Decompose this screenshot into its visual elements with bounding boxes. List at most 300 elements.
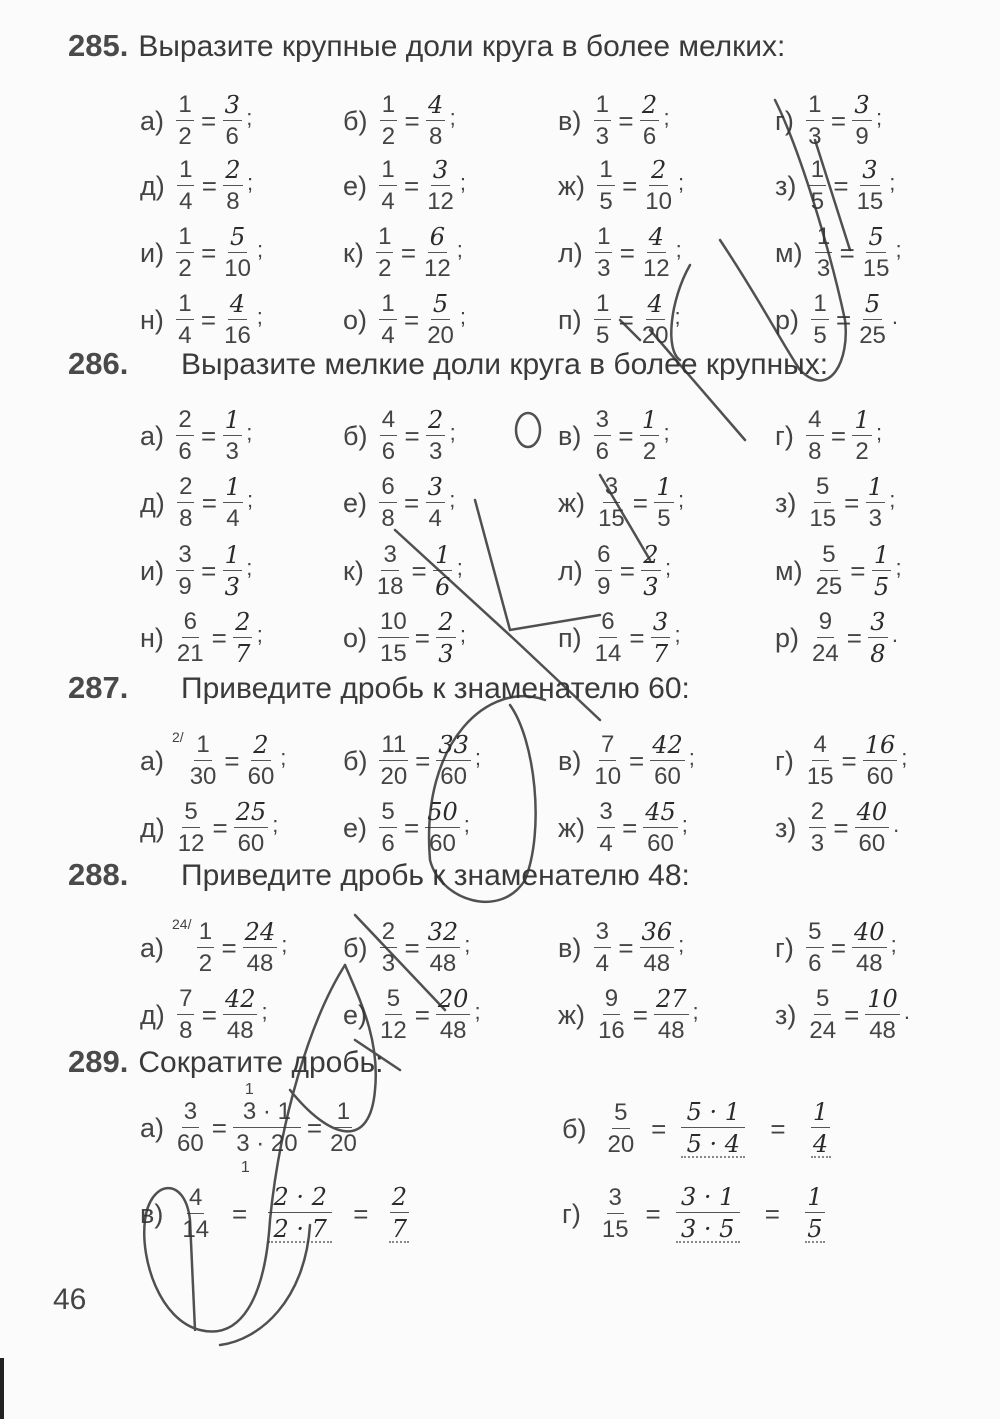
exercise-287-item [343,733,481,789]
answer-fraction: $\frac{24}{48}$ [244,918,276,977]
item-label: г) [562,1198,581,1229]
equals-sign: = [836,304,852,335]
punctuation: ; [256,304,263,329]
exercise-289-a: а) $\frac{3}{60}$ = 1 3 · 1 3 · 20 1 = $\frac{1}{20}$ [140,1081,357,1176]
equals-sign: = [414,999,430,1030]
punctuation: ; [889,487,896,512]
punctuation: ; [261,999,268,1024]
item-label: б) [343,745,368,776]
item-label: д) [140,170,165,201]
equals-sign: = [844,487,860,518]
given-fraction: $\frac{5}{6}$ [808,918,822,977]
given-fraction: $\frac{1}{5}$ [813,290,827,349]
item-label: б) [343,932,368,963]
punctuation: ; [681,812,688,837]
equals-sign: = [839,237,855,268]
item-label: н) [140,304,164,335]
task-title: Выразите мелкие доли круга в более крупных: [181,348,829,381]
item-label: г) [775,745,794,776]
punctuation: ; [889,170,896,195]
answer-fraction: $\frac{27}{48}$ [655,985,687,1044]
punctuation: ; [256,622,263,647]
exercise-285-item [343,158,466,214]
punctuation: ; [459,622,467,647]
task-number: 287. [68,670,129,705]
item-label: л) [558,555,583,586]
punctuation: ; [895,555,902,580]
punctuation: ; [890,932,897,957]
given-fraction: $\frac{3}{9}$ [178,541,192,600]
given-fraction: $\frac{2}{8}$ [179,473,193,532]
given-fraction: $\frac{1}{3}$ [808,91,822,150]
given-fraction: $\frac{1}{30}$ [189,731,217,790]
item-label: з) [775,999,797,1030]
exercise-288-item [140,916,288,977]
answer-factored-fraction: $\frac{2 \cdot 2}{2 \cdot 7}$ [268,1185,332,1243]
answer-fraction: $\frac{1}{5}$ [873,541,890,601]
answer-fraction: $\frac{33}{60}$ [438,731,469,790]
item-label: а) [140,932,165,963]
exercise-287-item [140,800,278,856]
given-fraction: $\frac{6}{8}$ [381,473,395,532]
item-label: к) [343,237,364,268]
exercise-285-item [343,93,456,149]
punctuation: ; [876,105,883,130]
task-285-heading [68,28,785,64]
punctuation: . [903,999,910,1024]
task-286-heading [68,346,828,382]
task-title: Приведите дробь к знаменателю 60: [181,672,690,705]
answer-fraction: $\frac{50}{60}$ [427,798,458,857]
answer-fraction: $\frac{2}{7}$ [235,608,251,668]
answer-fraction: $\frac{3}{7}$ [652,608,669,668]
exercise-288-item [775,920,897,976]
exercise-288-item [558,987,699,1043]
item-label: ж) [558,170,586,201]
equals-sign: = [629,622,645,653]
exercise-287-item [775,800,899,856]
item-label: п) [558,304,582,335]
answer-fraction: $\frac{40}{48}$ [854,918,885,977]
item-label: ж) [558,812,586,843]
answer-fraction: $\frac{2}{10}$ [645,156,672,215]
exercise-285-item [343,225,463,281]
equals-sign: = [201,170,217,201]
item-label: е) [343,812,368,843]
exercise-285-item [343,292,466,348]
punctuation: ; [675,237,682,262]
given-fraction: $\frac{3}{18}$ [376,541,404,600]
equals-sign: = [201,237,217,268]
given-fraction: $\frac{5}{24}$ [809,985,837,1044]
exercise-286-item [775,610,898,666]
task-number: 289. [68,1044,129,1079]
equals-sign: = [221,932,237,963]
answer-fraction: $\frac{45}{60}$ [645,798,676,857]
equals-sign: = [622,812,638,843]
item-label: в) [558,932,582,963]
answer-fraction: $\frac{3}{8}$ [870,608,886,668]
exercise-289-b: б) $\frac{5}{20}$ = $\frac{5 \cdot 1}{5 \cdot 4}$ = $\frac{1}{4}$ [562,1100,834,1158]
given-fraction: $\frac{7}{8}$ [179,985,193,1044]
task-number: 286. [68,346,129,381]
equals-sign: = [618,420,634,451]
answer-factored-fraction: $\frac{5 \cdot 1}{5 \cdot 4}$ [681,1100,745,1158]
given-fraction: $\frac{3}{4}$ [599,798,613,857]
item-label: е) [343,999,368,1030]
answer-fraction: $\frac{36}{48}$ [641,918,673,977]
item-label: ж) [558,487,586,518]
item-label: а) [140,105,165,136]
given-fraction: $\frac{1}{4}$ [381,290,395,349]
punctuation: ; [876,420,883,445]
exercise-285-item [775,93,882,149]
item-label: р) [775,622,800,653]
given-fraction: $\frac{3}{4}$ [595,918,610,977]
exercise-286-item [558,610,681,666]
answer-fraction: $\frac{42}{48}$ [224,985,256,1044]
given-fraction: $\frac{3}{6}$ [595,406,610,465]
exercise-285-item [558,292,681,348]
punctuation: ; [663,105,670,130]
exercise-287-item [558,733,695,789]
task-title: Сократите дробь: [138,1046,384,1079]
punctuation: ; [677,170,685,195]
equals-sign: = [404,812,420,843]
fraction: $\frac{1}{20}$ [330,1098,357,1157]
factored-fraction: 1 3 · 1 3 · 20 1 [233,1100,301,1156]
equals-sign: = [200,304,217,335]
answer-fraction: $\frac{6}{12}$ [424,223,451,282]
item-label: н) [140,622,164,653]
punctuation: ; [459,304,467,329]
equals-sign: = [201,420,217,451]
punctuation: . [893,812,900,837]
equals-sign: = [846,622,862,653]
exercise-286-item [558,543,671,599]
exercise-286-item [343,475,455,531]
fraction: $\frac{3}{15}$ [601,1184,629,1243]
exercise-287-item [343,800,470,856]
exercise-286-item [140,610,263,666]
item-label: е) [343,170,368,201]
equals-sign: = [201,555,217,586]
answer-fraction: $\frac{2}{60}$ [247,731,275,790]
exercise-289-g: г) $\frac{3}{15}$ = $\frac{3 \cdot 1}{3 \cdot 5}$ = $\frac{1}{5}$ [562,1185,828,1243]
punctuation: ; [474,745,482,770]
task-title: Приведите дробь к знаменателю 48: [181,859,690,892]
answer-fraction: $\frac{1}{2}$ [641,406,658,465]
equals-sign: = [618,105,634,136]
answer-fraction: $\frac{4}{20}$ [641,290,669,349]
answer-fraction: $\frac{1}{6}$ [435,541,451,601]
equals-sign: = [833,170,849,201]
item-label: в) [140,1198,164,1229]
answer-fraction: $\frac{1}{5}$ [805,1185,825,1243]
fraction: $\frac{3}{60}$ [177,1098,204,1157]
answer-fraction: $\frac{5}{15}$ [862,223,890,282]
equals-sign: = [414,622,430,653]
exercise-286-item [775,543,902,599]
answer-fraction: $\frac{3}{9}$ [854,91,870,150]
given-fraction: $\frac{7}{10}$ [594,731,622,790]
equals-sign: = [619,555,635,586]
item-label: м) [775,555,803,586]
given-fraction: $\frac{1}{3}$ [816,223,831,282]
punctuation: ; [246,420,253,445]
punctuation: ; [246,555,253,580]
given-fraction: $\frac{2}{3}$ [810,798,825,857]
answer-fraction: $\frac{42}{60}$ [652,731,683,790]
punctuation: ; [674,304,681,329]
cancel-mark: 1 [240,1159,250,1176]
equals-sign: = [404,420,420,451]
given-fraction: $\frac{1}{2}$ [178,91,192,150]
answer-fraction: $\frac{2}{3}$ [428,406,444,465]
answer-fraction: $\frac{3}{6}$ [224,91,240,150]
item-label: д) [140,999,165,1030]
item-label: и) [140,555,165,586]
exercise-288-item [558,920,684,976]
exercise-286-item [140,408,252,464]
given-fraction: $\frac{1}{4}$ [381,156,395,215]
equals-sign: = [201,999,217,1030]
answer-fraction: $\frac{3}{15}$ [856,156,884,215]
given-fraction: $\frac{1}{3}$ [597,223,611,282]
punctuation: ; [901,745,908,770]
exercise-288-item [343,987,481,1043]
punctuation: ; [688,745,695,770]
equals-sign: = [411,555,427,586]
punctuation: ; [678,932,685,957]
punctuation: ; [464,932,471,957]
punctuation: ; [663,420,670,445]
punctuation: ; [256,237,264,262]
given-fraction: $\frac{5}{12}$ [380,985,407,1044]
punctuation: ; [456,555,463,580]
equals-sign: = [224,745,240,776]
punctuation: ; [677,487,685,512]
equals-sign: = [830,105,847,136]
given-fraction: $\frac{1}{5}$ [810,156,825,215]
given-fraction: $\frac{1}{4}$ [178,290,192,349]
equals-sign: = [830,420,847,451]
item-label: г) [775,420,794,451]
item-label: и) [140,237,165,268]
punctuation: ; [674,622,681,647]
exercise-285-item [140,292,263,348]
answer-fraction: $\frac{5}{25}$ [859,290,886,349]
answer-fraction: $\frac{1}{4}$ [811,1100,831,1158]
answer-fraction: $\frac{25}{60}$ [235,798,267,857]
task-number: 285. [68,28,129,63]
punctuation: ; [281,932,288,957]
answer-fraction: $\frac{16}{60}$ [864,731,896,790]
punctuation: ; [272,812,279,837]
given-fraction: $\frac{4}{15}$ [806,731,834,790]
answer-fraction: $\frac{1}{5}$ [656,473,672,532]
given-fraction: $\frac{1}{2}$ [378,223,392,282]
exercise-287-item [775,733,907,789]
task-287-heading [68,670,690,706]
equals-sign: = [622,170,638,201]
task-number: 288. [68,857,129,892]
exercise-285-item [558,225,682,281]
punctuation: ; [463,812,470,837]
answer-fraction: $\frac{1}{3}$ [224,541,240,601]
equals-sign: = [211,622,227,653]
item-label: б) [343,105,368,136]
given-fraction: $\frac{1}{3}$ [595,91,610,150]
given-fraction: $\frac{1}{2}$ [198,918,213,977]
item-label: е) [343,487,368,518]
answer-fraction: $\frac{4}{12}$ [642,223,670,282]
equals-sign: = [212,812,228,843]
given-fraction: $\frac{9}{16}$ [598,985,625,1044]
helper-multiplier: 24/ [172,916,192,932]
equals-sign: = [833,812,849,843]
exercise-286-item [343,543,463,599]
equals-sign: = [632,999,648,1030]
punctuation: ; [246,105,253,130]
punctuation: ; [692,999,699,1024]
given-fraction: $\frac{1}{5}$ [599,156,613,215]
equals-sign: = [404,170,420,201]
task-288-heading [68,857,690,893]
task-289-heading [68,1044,383,1080]
given-fraction: $\frac{1}{5}$ [595,290,610,349]
punctuation: ; [456,237,463,262]
item-label: а) [140,745,165,776]
given-fraction: $\frac{5}{15}$ [809,473,837,532]
equals-sign: = [201,487,217,518]
exercise-286-item [775,475,895,531]
fraction: $\frac{5}{20}$ [607,1099,635,1158]
exercise-285-item [558,93,670,149]
answer-fraction: $\frac{32}{48}$ [427,918,459,977]
exercise-286-item [343,610,466,666]
item-label: з) [775,487,797,518]
item-label: к) [343,555,364,586]
punctuation: ; [246,487,254,512]
item-label: г) [775,105,794,136]
cancel-mark: 1 [244,1081,254,1098]
fraction: $\frac{4}{14}$ [182,1184,210,1243]
punctuation: ; [449,487,456,512]
answer-fraction: $\frac{3}{4}$ [427,473,443,532]
given-fraction: $\frac{5}{6}$ [381,798,395,857]
answer-fraction: $\frac{20}{48}$ [437,985,469,1044]
given-fraction: $\frac{4}{8}$ [808,406,822,465]
equals-sign: = [618,932,634,963]
exercise-288-item [343,920,470,976]
exercise-288-item [140,987,268,1043]
equals-sign: = [201,105,217,136]
answer-fraction: $\frac{5}{10}$ [224,223,251,282]
answer-fraction: $\frac{3}{12}$ [427,156,454,215]
item-label: ж) [558,999,586,1030]
equals-sign: = [415,745,431,776]
equals-sign: = [844,999,860,1030]
exercise-286-item [140,543,252,599]
punctuation: ; [474,999,481,1024]
punctuation: ; [459,170,467,195]
equals-sign: = [850,555,866,586]
item-label: з) [775,170,797,201]
item-label: д) [140,487,165,518]
exercise-285-item [140,93,252,149]
answer-fraction: $\frac{4}{8}$ [428,91,444,150]
answer-fraction: $\frac{2}{6}$ [641,91,658,150]
exercise-289-v: в) $\frac{4}{14}$ = $\frac{2 \cdot 2}{2 \cdot 7}$ = $\frac{2}{7}$ [140,1185,412,1243]
task-title: Выразите крупные доли круга в более мелких: [138,30,786,63]
punctuation: ; [246,170,254,195]
punctuation: . [891,622,899,647]
exercise-286-item [558,475,684,531]
answer-fraction: $\frac{2}{3}$ [438,608,454,668]
exercise-286-item [775,408,882,464]
given-fraction: $\frac{10}{15}$ [380,608,407,667]
punctuation: . [891,304,899,329]
answer-fraction: $\frac{2}{7}$ [389,1185,409,1243]
answer-fraction: $\frac{4}{16}$ [224,290,251,349]
answer-fraction: $\frac{2}{3}$ [643,541,659,601]
given-fraction: $\frac{1}{2}$ [381,91,396,150]
item-label: о) [343,622,368,653]
given-fraction: $\frac{9}{24}$ [812,608,839,667]
equals-sign: = [400,237,416,268]
given-fraction: $\frac{1}{4}$ [179,156,193,215]
answer-fraction: $\frac{1}{3}$ [867,473,883,532]
answer-fraction: $\frac{2}{8}$ [225,156,241,215]
exercise-285-item [775,158,895,214]
answer-factored-fraction: $\frac{3 \cdot 1}{3 \cdot 5}$ [676,1185,740,1243]
exercise-286-item [140,475,253,531]
given-fraction: $\frac{2}{3}$ [381,918,396,977]
item-label: в) [558,745,582,776]
item-label: м) [775,237,803,268]
equals-sign: = [619,237,635,268]
exercise-285-item [558,158,684,214]
exercise-285-item [775,292,898,348]
item-label: б) [562,1113,587,1144]
given-fraction: $\frac{6}{14}$ [594,608,622,667]
answer-fraction: $\frac{5}{20}$ [427,290,454,349]
item-label: б) [343,420,368,451]
item-label: п) [558,622,582,653]
exercise-285-item [775,225,902,281]
punctuation: ; [664,555,672,580]
punctuation: ; [449,420,456,445]
page-number: 46 [53,1283,87,1316]
punctuation: ; [449,105,456,130]
equals-sign: = [841,745,857,776]
equals-sign: = [404,105,420,136]
given-fraction: $\frac{6}{9}$ [597,541,611,600]
given-fraction: $\frac{4}{6}$ [381,406,396,465]
exercise-285-item [140,225,263,281]
punctuation: ; [895,237,902,262]
punctuation: ; [280,745,287,770]
equals-sign: = [404,304,420,335]
item-label: л) [558,237,583,268]
item-label: в) [558,105,582,136]
answer-fraction: $\frac{1}{2}$ [854,406,870,465]
given-fraction: $\frac{11}{20}$ [380,731,408,790]
exercise-287-item [140,729,287,790]
item-label: в) [558,420,582,451]
equals-sign: = [830,932,847,963]
